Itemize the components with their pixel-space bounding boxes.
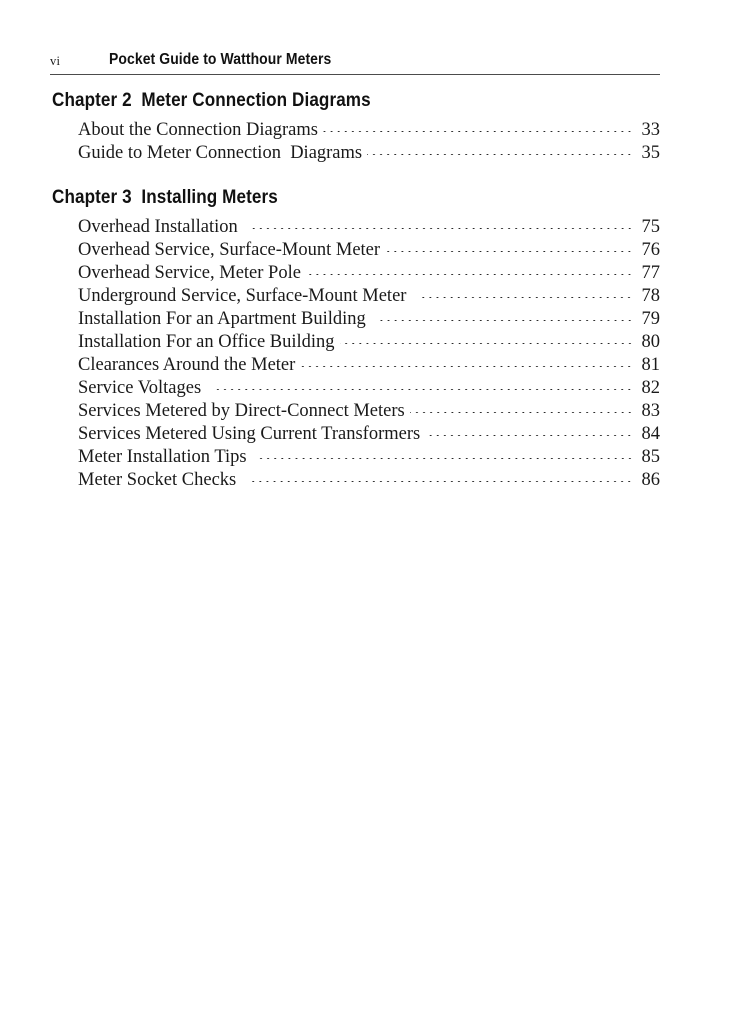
table-of-contents [50, 88, 660, 492]
toc-entry-title: About the Connection Diagrams [78, 120, 318, 140]
toc-entry[interactable] [78, 285, 660, 308]
toc-entry-page-number: 80 [641, 332, 660, 352]
toc-entry[interactable] [78, 308, 660, 331]
toc-entry-page-number: 84 [641, 424, 660, 444]
toc-entry-list [50, 119, 660, 165]
chapter-block [50, 88, 660, 165]
dot-leader [340, 343, 633, 344]
dot-leader [250, 228, 633, 229]
toc-entry-title: Meter Socket Checks [78, 470, 237, 490]
toc-entry-page-number: 35 [641, 143, 660, 163]
toc-entry[interactable] [78, 354, 660, 377]
chapter-heading: Chapter 3 Installing Meters [52, 187, 278, 208]
dot-leader [213, 389, 633, 390]
header-rule [50, 74, 660, 75]
toc-entry-title: Installation For an Apartment Building [78, 309, 366, 329]
toc-entry-page-number: 78 [641, 286, 660, 306]
toc-entry-page-number: 86 [641, 470, 660, 490]
dot-leader [418, 297, 633, 298]
dot-leader [410, 412, 633, 413]
toc-entry[interactable] [78, 142, 660, 165]
toc-entry-page-number: 82 [641, 378, 660, 398]
toc-entry[interactable] [78, 119, 660, 142]
toc-entry-title: Overhead Installation [78, 217, 238, 237]
toc-entry[interactable] [78, 239, 660, 262]
dot-leader [300, 366, 633, 367]
toc-entry-page-number: 79 [641, 309, 660, 329]
dot-leader [306, 274, 633, 275]
running-head [50, 50, 660, 76]
toc-entry[interactable] [78, 216, 660, 239]
toc-entry-list [50, 216, 660, 492]
toc-entry-title: Clearances Around the Meter [78, 355, 296, 375]
toc-entry-page-number: 77 [641, 263, 660, 283]
toc-entry-title: Guide to Meter Connection Diagrams [78, 143, 363, 163]
toc-entry-page-number: 33 [641, 120, 660, 140]
dot-leader [367, 154, 633, 155]
toc-entry[interactable] [78, 377, 660, 400]
toc-entry[interactable] [78, 423, 660, 446]
toc-entry-page-number: 75 [641, 217, 660, 237]
toc-entry-title: Installation For an Office Building [78, 332, 335, 352]
toc-entry-page-number: 83 [641, 401, 660, 421]
toc-entry-page-number: 76 [641, 240, 660, 260]
toc-entry-page-number: 85 [641, 447, 660, 467]
toc-entry[interactable] [78, 469, 660, 492]
chapter-block [50, 185, 660, 492]
dot-leader [323, 131, 633, 132]
dot-leader [425, 435, 633, 436]
dot-leader [385, 251, 633, 252]
toc-entry[interactable] [78, 331, 660, 354]
toc-entry-title: Service Voltages [78, 378, 202, 398]
toc-entry-title: Services Metered by Direct-Connect Meters [78, 401, 405, 421]
toc-entry[interactable] [78, 446, 660, 469]
toc-entry-title: Overhead Service, Surface-Mount Meter [78, 240, 381, 260]
dot-leader [248, 481, 633, 482]
toc-entry-page-number: 81 [641, 355, 660, 375]
running-title: Pocket Guide to Watthour Meters [109, 51, 332, 68]
toc-entry-title: Services Metered Using Current Transformers [78, 424, 421, 444]
dot-leader [378, 320, 633, 321]
dot-leader [259, 458, 633, 459]
chapter-heading: Chapter 2 Meter Connection Diagrams [52, 90, 371, 111]
page-folio: vi [50, 54, 61, 68]
toc-entry[interactable] [78, 400, 660, 423]
toc-entry-title: Underground Service, Surface-Mount Meter [78, 286, 407, 306]
toc-entry-title: Overhead Service, Meter Pole [78, 263, 301, 283]
toc-entry-title: Meter Installation Tips [78, 447, 247, 467]
toc-entry[interactable] [78, 262, 660, 285]
